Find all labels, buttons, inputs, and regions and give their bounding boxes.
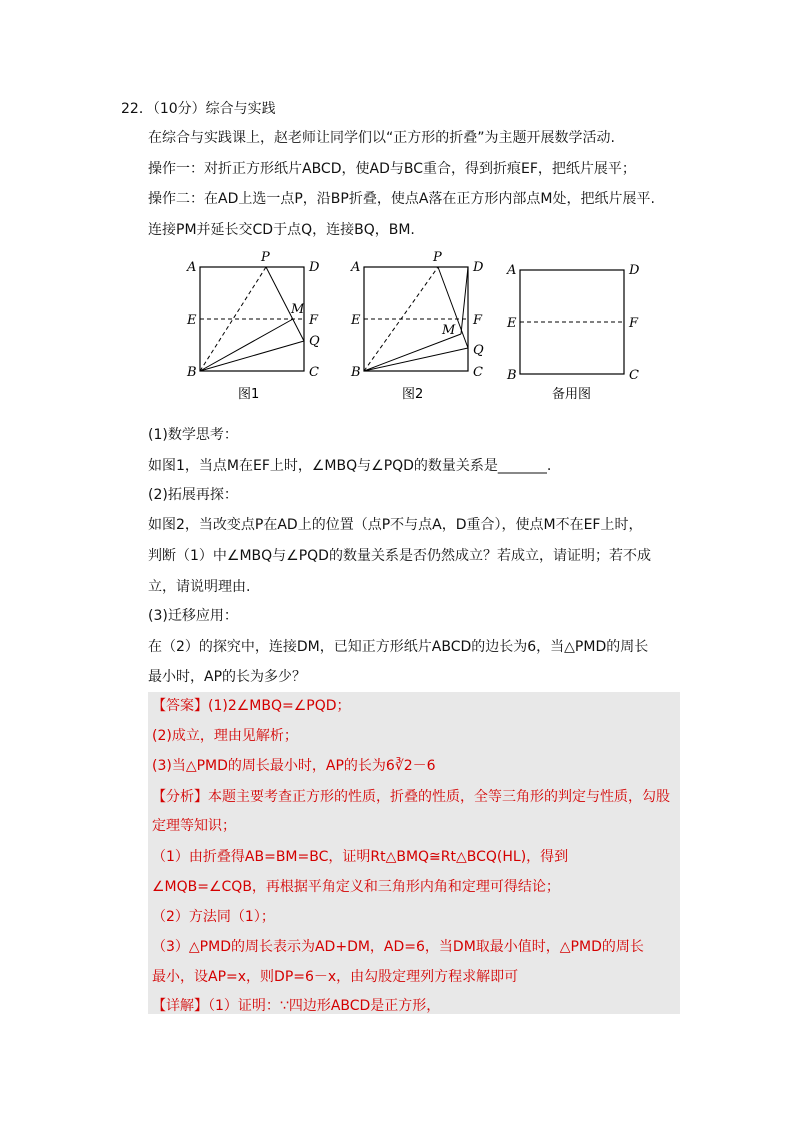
question-intro: 在综合与实践课上，赵老师让同学们以“正方形的折叠”为主题开展数学活动. <box>148 130 615 146</box>
segment-md <box>461 267 468 334</box>
figure-2 <box>346 250 496 405</box>
part-2-text-2: 判断（1）中∠MBQ与∠PQD的数量关系是否仍然成立？若成立，请证明；若不成 <box>148 548 651 564</box>
part-3-text-1: 在（2）的探究中，连接DM，已知正方形纸片ABCD的边长为6，当△PMD的周长 <box>148 639 649 655</box>
label-d: D <box>473 260 484 275</box>
label-d: D <box>629 263 640 278</box>
figure-1-caption: 图1 <box>238 387 260 402</box>
segment-bp <box>364 267 438 371</box>
part-1-title: (1)数学思考： <box>148 427 238 443</box>
part-2-text-1: 如图2，当改变点P在AD上的位置（点P不与点A，D重合），使点M不在EF上时， <box>148 517 643 533</box>
label-a: A <box>187 260 197 275</box>
part-3-title: (3)迁移应用： <box>148 608 238 624</box>
answer-3: (3)当△PMD的周长最小时，AP的长为6∛2－6 <box>152 758 436 774</box>
figure-2-caption: 图2 <box>402 387 424 402</box>
label-a: A <box>351 260 361 275</box>
step-3b: 最小，设AP=x，则DP=6－x，由勾股定理列方程求解即可 <box>152 969 519 985</box>
label-d: D <box>309 260 320 275</box>
operation-2: 操作二：在AD上选一点P，沿BP折叠，使点A落在正方形内部点M处，把纸片展平. <box>148 191 655 207</box>
part-2-title: (2)拓展再探： <box>148 487 238 503</box>
label-f: F <box>309 313 319 328</box>
part-1-text: 如图1，当点M在EF上时，∠MBQ与∠PQD的数量关系是_______. <box>148 458 552 474</box>
label-c: C <box>473 365 483 380</box>
step-2: （2）方法同（1）； <box>152 909 275 925</box>
answer-2: (2)成立，理由见解析； <box>152 728 298 744</box>
label-b: B <box>507 368 517 383</box>
label-q: Q <box>309 334 320 349</box>
part-3-text-2: 最小时，AP的长为多少？ <box>148 669 307 685</box>
label-q: Q <box>473 343 484 358</box>
label-f: F <box>473 313 483 328</box>
label-e: E <box>187 313 197 328</box>
analysis-2: 定理等知识； <box>152 818 236 834</box>
detail: 【详解】（1）证明：∵四边形ABCD是正方形， <box>152 998 441 1014</box>
analysis-1: 【分析】本题主要考查正方形的性质，折叠的性质，全等三角形的判定与性质，勾股 <box>152 789 670 805</box>
label-a: A <box>507 263 517 278</box>
figure-1 <box>182 250 332 405</box>
step-1a: （1）由折叠得AB=BM=BC，证明Rt△BMQ≅Rt△BCQ(HL)，得到 <box>152 849 569 865</box>
label-m: M <box>291 302 305 317</box>
label-f: F <box>629 316 639 331</box>
operation-3: 连接PM并延长交CD于点Q，连接BQ，BM. <box>148 222 415 238</box>
question-header: 22．（10分）综合与实践 <box>121 101 276 117</box>
label-b: B <box>187 365 197 380</box>
operation-1: 操作一：对折正方形纸片ABCD，使AD与BC重合，得到折痕EF，把纸片展平； <box>148 161 636 177</box>
step-3a: （3）△PMD的周长表示为AD+DM，AD=6，当DM取最小值时，△PMD的周长 <box>152 939 644 955</box>
label-c: C <box>629 368 639 383</box>
step-1b: ∠MQB=∠CQB，再根据平角定义和三角形内角和定理可得结论； <box>152 879 560 895</box>
label-b: B <box>351 365 361 380</box>
part-2-text-3: 立，请说明理由. <box>148 579 251 595</box>
answer-1: 【答案】(1)2∠MBQ=∠PQD； <box>152 698 351 714</box>
label-e: E <box>507 316 517 331</box>
label-c: C <box>309 365 319 380</box>
label-m: M <box>442 323 456 338</box>
label-e: E <box>351 313 361 328</box>
figure-spare <box>502 250 652 405</box>
label-p: P <box>261 250 270 265</box>
label-p: P <box>433 250 442 265</box>
figure-spare-caption: 备用图 <box>552 387 592 402</box>
segment-bm <box>200 319 293 371</box>
